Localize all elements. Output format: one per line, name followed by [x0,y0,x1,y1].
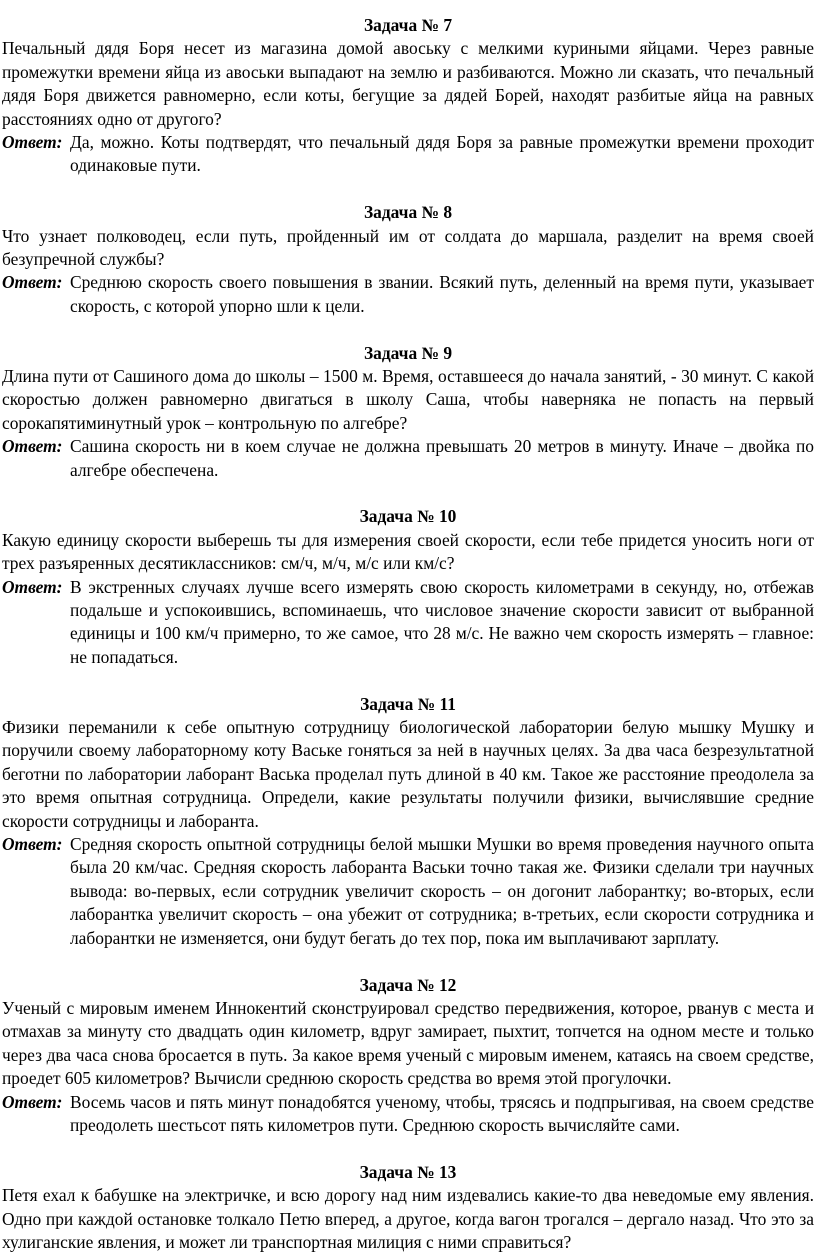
task-7 [2,14,814,178]
task-answer [2,833,814,950]
spacer [2,178,814,201]
task-10 [2,505,814,669]
spacer [2,950,814,973]
document-page [2,14,814,1254]
task-question: Длина пути от Сашиного дома до школы – 1500 м. Время, оставшееся до начала занятий, - 30 минут. С какой скоростью должен равномерно двигаться в школу Саша, чтобы наверняка не попасть на первый сорокапятиминутный урок – контрольную по алгебре? [2,366,814,433]
answer-text: Сашина скорость ни в коем случае не должна превышать 20 метров в минуту. Иначе – двойка по алгебре обеспечена. [70,436,814,480]
answer-label: Ответ: [2,132,63,153]
answer-label: Ответ: [2,834,63,855]
task-title: Задача № 10 [359,506,457,527]
task-title: Задача № 8 [363,202,453,223]
answer-label: Ответ: [2,576,63,597]
task-answer [2,271,814,318]
answer-label: Ответ: [2,436,63,457]
task-title: Задача № 11 [360,693,456,714]
answer-text: Средняя скорость опытной сотрудницы белой мышки Мушки во время проведения научного опыта была 20 км/час. Средняя скорость лаборанта Васьки точно такая же. Физики сделали три научных вывода: во-первых, если сотрудник увеличит скорость – он догонит лаборантку; во-вторых, если лаборантка увеличит скорость – она убежит от сотрудника; в-третьих, если скорости сотрудника и лаборантки не изменяется, они будут бегать до тех пор, пока им выплачивают зарплату. [70,834,814,948]
answer-text: В экстренных случаях лучше всего измерять свою скорость километрами в секунду, но, отбежав подальше и успокоившись, вспоминаешь, что числовое значение скорости зависит от выбранной единицы и 100 км/ч примерно, то же самое, что 28 м/с. Не важно чем скорость измерять – главное: не попадаться. [70,576,814,667]
task-8 [2,201,814,318]
task-answer [2,576,814,670]
task-title: Задача № 9 [363,342,453,363]
answer-label: Ответ: [2,1091,63,1112]
answer-text: Среднюю скорость своего повышения в звании. Всякий путь, деленный на время пути, указывает скорость, с которой упорно шли к цели. [70,272,814,316]
answer-label: Ответ: [2,272,63,293]
spacer [2,318,814,341]
spacer [2,1137,814,1160]
spacer [2,669,814,692]
task-question: Физики переманили к себе опытную сотрудницу биологической лаборатории белую мышку Мушку и поручили своему лабораторному коту Ваське гоняться за ней в научных целях. За два часа безрезультатной беготни по лаборатории лаборант Васька проделал путь длиной в 40 км. Такое же расстояние преодолела за это время опытная сотрудница. Определи, какие результаты получили физики, вычислявшие средние скорости сотрудницы и лаборанта. [2,717,814,831]
task-answer [2,131,814,178]
task-title: Задача № 13 [359,1161,457,1182]
task-13 [2,1161,814,1254]
task-title: Задача № 12 [359,974,457,995]
answer-text: Восемь часов и пять минут понадобятся ученому, чтобы, трясясь и подпрыгивая, на своем средстве преодолеть шестьсот пять километров пути. Среднюю скорость вычисляйте сами. [70,1091,814,1135]
task-question: Какую единицу скорости выберешь ты для измерения своей скорости, если тебе придется уносить ноги от трех разъяренных десятиклассников: см/ч, м/ч, м/с или км/с? [2,529,814,574]
task-question: Петя ехал к бабушке на электричке, и всю дорогу над ним издевались какие-то два неведомые ему явления. Одно при каждой остановке толкало Петю вперед, а другое, когда вагон трогался – дергало назад. Что это за хулиганские явления, и может ли транспортная милиция с ними справиться? [2,1185,814,1252]
answer-text: Да, можно. Коты подтвердят, что печальный дядя Боря за равные промежутки времени проходит одинаковые пути. [70,132,814,176]
task-question: Ученый с мировым именем Иннокентий сконструировал средство передвижения, которое, рванув с места и отмахав за минуту сто двадцать один километр, вдруг замирает, пыхтит, топчется на одном месте и только через два часа снова бросается в путь. За какое время ученый с мировым именем, катаясь на своем средстве, проедет 605 километров? Вычисли среднюю скорость средства во время этой прогулочки. [2,997,814,1089]
task-question: Что узнает полководец, если путь, пройденный им от солдата до маршала, разделит на время своей безупречной службы? [2,225,814,270]
task-answer [2,435,814,482]
spacer [2,482,814,505]
task-question: Печальный дядя Боря несет из магазина домой авоську с мелкими куриными яйцами. Через равные промежутки времени яйца из авоськи выпадают на землю и разбиваются. Можно ли сказать, что печальный дядя Боря движется равномерно, если коты, бегущие за дядей Борей, находят разбитые яйца на равных расстояниях одно от другого? [2,38,814,129]
task-title: Задача № 7 [363,15,453,35]
task-12 [2,974,814,1138]
task-9 [2,342,814,482]
task-answer [2,1091,814,1138]
task-11 [2,693,814,950]
